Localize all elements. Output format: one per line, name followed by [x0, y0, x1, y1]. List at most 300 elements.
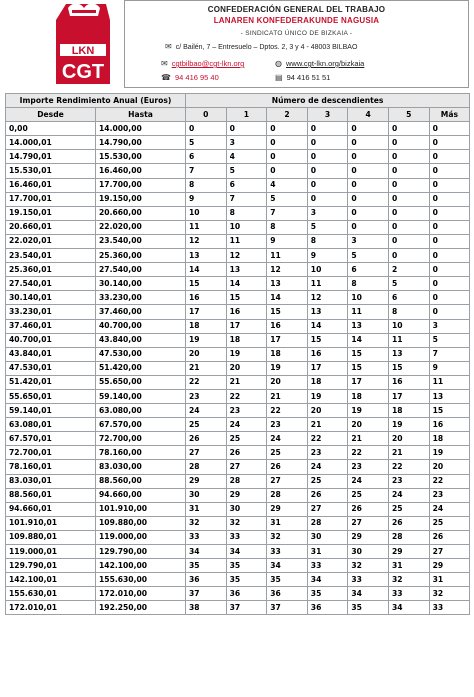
address-line	[165, 42, 357, 51]
table-cell: 142.100,01	[6, 573, 96, 587]
table-cell: 24	[429, 502, 470, 516]
table-body	[6, 122, 470, 615]
table-row	[6, 446, 470, 460]
table-cell: 9	[429, 361, 470, 375]
email-icon: ✉	[161, 59, 168, 68]
table-row	[6, 249, 470, 263]
table-cell: 12	[267, 263, 308, 277]
table-cell: 15.530,00	[96, 150, 186, 164]
table-cell: 4	[267, 178, 308, 192]
table-cell: 33.230,00	[96, 291, 186, 305]
table-row	[6, 375, 470, 389]
table-cell: 6	[348, 263, 389, 277]
table-cell: 37	[226, 601, 267, 615]
table-cell: 24	[388, 488, 429, 502]
table-cell: 27	[307, 502, 348, 516]
table-cell: 0	[267, 122, 308, 136]
table-cell: 47.530,01	[6, 361, 96, 375]
table-cell: 26	[226, 446, 267, 460]
table-cell: 33	[307, 559, 348, 573]
table-cell: 43.840,01	[6, 347, 96, 361]
table-cell: 0	[307, 192, 348, 206]
table-cell: 31	[388, 559, 429, 573]
table-cell: 0	[307, 178, 348, 192]
org-name-basque: LANAREN KONFEDERAKUNDE NAGUSIA	[213, 16, 380, 25]
table-cell: 23	[388, 474, 429, 488]
table-cell: 14	[307, 319, 348, 333]
table-cell: 0	[388, 122, 429, 136]
table-cell: 83.030,00	[96, 460, 186, 474]
table-cell: 4	[226, 150, 267, 164]
table-row	[6, 136, 470, 150]
table-cell: 6	[388, 291, 429, 305]
fax-icon: ▤	[275, 73, 283, 82]
table-cell: 0	[388, 192, 429, 206]
table-cell: 9	[267, 234, 308, 248]
table-cell: 13	[307, 305, 348, 319]
table-cell: 23	[429, 488, 470, 502]
table-cell: 23.540,00	[96, 234, 186, 248]
table-row	[6, 192, 470, 206]
table-cell: 36	[226, 587, 267, 601]
table-row	[6, 333, 470, 347]
col-header-hasta: Hasta	[96, 108, 186, 122]
table-cell: 9	[186, 192, 227, 206]
table-row	[6, 516, 470, 530]
table-cell: 21	[348, 432, 389, 446]
table-cell: 8	[226, 206, 267, 220]
table-cell: 23	[186, 389, 227, 403]
table-cell: 0	[348, 164, 389, 178]
table-cell: 32	[186, 516, 227, 530]
table-cell: 33	[388, 587, 429, 601]
table-cell: 15	[348, 347, 389, 361]
table-cell: 119.000,01	[6, 545, 96, 559]
table-cell: 0	[348, 192, 389, 206]
table-cell: 129.790,00	[96, 545, 186, 559]
table-cell: 13	[348, 319, 389, 333]
table-row	[6, 460, 470, 474]
col-header-2: 2	[267, 108, 308, 122]
table-cell: 35	[267, 573, 308, 587]
table-cell: 7	[429, 347, 470, 361]
table-cell: 30.140,00	[96, 277, 186, 291]
table-cell: 101.910,01	[6, 516, 96, 530]
phone-primary	[161, 73, 219, 82]
table-cell: 14	[226, 277, 267, 291]
table-cell: 0	[388, 234, 429, 248]
table-row	[6, 122, 470, 136]
table-cell: 36	[307, 601, 348, 615]
table-cell: 32	[388, 573, 429, 587]
table-cell: 8	[307, 234, 348, 248]
table-cell: 0	[429, 291, 470, 305]
table-cell: 13	[186, 249, 227, 263]
table-cell: 22.020,01	[6, 234, 96, 248]
table-cell: 20	[186, 347, 227, 361]
table-cell: 30	[226, 502, 267, 516]
table-cell: 2	[388, 263, 429, 277]
table-cell: 15	[267, 305, 308, 319]
table-cell: 23	[267, 418, 308, 432]
table-cell: 29	[388, 545, 429, 559]
table-row	[6, 319, 470, 333]
table-cell: 119.000,00	[96, 530, 186, 544]
table-cell: 0	[348, 178, 389, 192]
table-cell: 17	[186, 305, 227, 319]
table-cell: 24	[267, 432, 308, 446]
table-row	[6, 601, 470, 615]
table-cell: 3	[429, 319, 470, 333]
table-cell: 33	[186, 530, 227, 544]
table-cell: 94.660,00	[96, 488, 186, 502]
table-row	[6, 277, 470, 291]
table-cell: 27.540,01	[6, 277, 96, 291]
table-cell: 192.250,00	[96, 601, 186, 615]
table-cell: 5	[429, 333, 470, 347]
table-cell: 25.360,01	[6, 263, 96, 277]
table-cell: 17.700,01	[6, 192, 96, 206]
table-cell: 0	[388, 150, 429, 164]
table-row	[6, 587, 470, 601]
table-row	[6, 432, 470, 446]
table-cell: 10	[186, 206, 227, 220]
table-cell: 33.230,01	[6, 305, 96, 319]
table-cell: 19	[307, 389, 348, 403]
table-cell: 172.010,00	[96, 587, 186, 601]
table-cell: 32	[267, 530, 308, 544]
table-row	[6, 150, 470, 164]
table-cell: 29	[186, 474, 227, 488]
table-cell: 22	[226, 389, 267, 403]
table-cell: 15	[348, 361, 389, 375]
table-cell: 15	[226, 291, 267, 305]
table-cell: 5	[307, 220, 348, 234]
table-cell: 13	[429, 389, 470, 403]
table-cell: 11	[267, 249, 308, 263]
table-cell: 0	[429, 220, 470, 234]
table-cell: 59.140,00	[96, 389, 186, 403]
table-cell: 13	[226, 263, 267, 277]
table-cell: 33	[267, 545, 308, 559]
table-cell: 72.700,00	[96, 432, 186, 446]
table-cell: 129.790,01	[6, 559, 96, 573]
table-cell: 20.660,01	[6, 220, 96, 234]
website-link[interactable]	[275, 59, 364, 68]
table-row	[6, 545, 470, 559]
table-row	[6, 361, 470, 375]
table-cell: 23	[226, 404, 267, 418]
table-cell: 37	[267, 601, 308, 615]
table-cell: 31	[307, 545, 348, 559]
table-cell: 37.460,01	[6, 319, 96, 333]
table-cell: 16	[226, 305, 267, 319]
table-cell: 43.840,00	[96, 333, 186, 347]
table-cell: 29	[348, 530, 389, 544]
table-row	[6, 206, 470, 220]
table-cell: 25	[388, 502, 429, 516]
table-cell: 27	[226, 460, 267, 474]
table-cell: 5	[186, 136, 227, 150]
table-cell: 19	[429, 446, 470, 460]
table-cell: 14.000,00	[96, 122, 186, 136]
table-cell: 34	[226, 545, 267, 559]
col-header-0: 0	[186, 108, 227, 122]
table-cell: 0	[388, 164, 429, 178]
table-cell: 3	[307, 206, 348, 220]
table-cell: 14.790,01	[6, 150, 96, 164]
fax-text: 94 416 51 51	[286, 73, 331, 82]
table-cell: 14.000,01	[6, 136, 96, 150]
table-cell: 30	[307, 530, 348, 544]
table-cell: 63.080,00	[96, 404, 186, 418]
table-cell: 32	[226, 516, 267, 530]
table-row	[6, 559, 470, 573]
table-cell: 55.650,00	[96, 375, 186, 389]
header-info-box	[124, 0, 469, 88]
table-cell: 101.910,00	[96, 502, 186, 516]
table-cell: 10	[388, 319, 429, 333]
table-cell: 21	[226, 375, 267, 389]
table-cell: 24	[186, 404, 227, 418]
table-cell: 30	[186, 488, 227, 502]
cgt-lkn-logo	[48, 2, 118, 86]
table-cell: 6	[226, 178, 267, 192]
table-cell: 0	[348, 122, 389, 136]
table-cell: 36	[186, 573, 227, 587]
table-cell: 0	[429, 305, 470, 319]
table-cell: 5	[348, 249, 389, 263]
table-cell: 59.140,01	[6, 404, 96, 418]
table-cell: 3	[226, 136, 267, 150]
table-cell: 27	[429, 545, 470, 559]
table-cell: 0	[186, 122, 227, 136]
envelope-icon: ✉	[165, 42, 172, 51]
table-cell: 83.030,01	[6, 474, 96, 488]
table-cell: 0	[348, 150, 389, 164]
table-cell: 18	[388, 404, 429, 418]
table-row	[6, 291, 470, 305]
table-cell: 25	[429, 516, 470, 530]
descendants-group-header: Número de descendientes	[186, 94, 470, 108]
table-cell: 0	[429, 136, 470, 150]
table-cell: 34	[186, 545, 227, 559]
withholding-table	[5, 93, 470, 615]
table-cell: 17	[226, 319, 267, 333]
table-row	[6, 418, 470, 432]
table-cell: 27.540,00	[96, 263, 186, 277]
table-row	[6, 220, 470, 234]
table-cell: 40.700,00	[96, 319, 186, 333]
table-cell: 0	[307, 164, 348, 178]
table-cell: 16.460,01	[6, 178, 96, 192]
table-cell: 142.100,00	[96, 559, 186, 573]
table-cell: 25	[307, 474, 348, 488]
table-cell: 0	[388, 136, 429, 150]
table-row	[6, 164, 470, 178]
table-cell: 22.020,00	[96, 220, 186, 234]
phone-primary-text: 94 416 95 40	[174, 73, 219, 82]
table-cell: 32	[348, 559, 389, 573]
table-cell: 17	[388, 389, 429, 403]
table-cell: 0	[388, 178, 429, 192]
table-row	[6, 178, 470, 192]
table-cell: 19	[186, 333, 227, 347]
col-header-3: 3	[307, 108, 348, 122]
table-cell: 0	[307, 150, 348, 164]
income-group-header: Importe Rendimiento Anual (Euros)	[6, 94, 186, 108]
org-name-spanish: CONFEDERACIÓN GENERAL DEL TRABAJO	[207, 5, 386, 14]
table-cell: 3	[348, 234, 389, 248]
table-cell: 11	[226, 234, 267, 248]
table-cell: 0	[348, 220, 389, 234]
table-cell: 19.150,01	[6, 206, 96, 220]
table-cell: 19	[226, 347, 267, 361]
logo-text-cgt: CGT	[61, 61, 105, 83]
table-cell: 23	[348, 460, 389, 474]
col-header-5: 5	[388, 108, 429, 122]
table-cell: 20.660,00	[96, 206, 186, 220]
table-cell: 0	[429, 192, 470, 206]
email-link[interactable]	[161, 59, 244, 68]
table-cell: 21	[307, 418, 348, 432]
table-cell: 18	[307, 375, 348, 389]
table-cell: 17	[307, 361, 348, 375]
table-cell: 16.460,00	[96, 164, 186, 178]
table-cell: 26	[186, 432, 227, 446]
table-cell: 18	[226, 333, 267, 347]
col-header-desde: Desde	[6, 108, 96, 122]
table-cell: 15	[388, 361, 429, 375]
table-cell: 29	[429, 559, 470, 573]
table-cell: 20	[388, 432, 429, 446]
table-cell: 25.360,00	[96, 249, 186, 263]
table-cell: 27	[348, 516, 389, 530]
table-cell: 37.460,00	[96, 305, 186, 319]
table-cell: 13	[388, 347, 429, 361]
table-cell: 0	[429, 150, 470, 164]
table-cell: 7	[226, 192, 267, 206]
table-cell: 11	[348, 305, 389, 319]
table-cell: 19.150,00	[96, 192, 186, 206]
table-cell: 35	[307, 587, 348, 601]
column-header-row	[6, 108, 470, 122]
logo-text-lkn: LKN	[71, 45, 95, 57]
table-cell: 109.880,00	[96, 516, 186, 530]
table-cell: 0	[429, 122, 470, 136]
table-cell: 19	[267, 361, 308, 375]
table-row	[6, 530, 470, 544]
table-cell: 12	[307, 291, 348, 305]
table-cell: 31	[429, 573, 470, 587]
table-cell: 5	[267, 192, 308, 206]
address-text: c/ Bailén, 7 – Entresuelo – Dptos. 2, 3 y 4 - 48003 BILBAO	[175, 44, 358, 51]
table-cell: 28	[388, 530, 429, 544]
table-cell: 36	[267, 587, 308, 601]
table-cell: 8	[186, 178, 227, 192]
col-header-mas: Más	[429, 108, 470, 122]
table-cell: 15	[186, 277, 227, 291]
phone-icon: ☎	[161, 73, 171, 82]
table-cell: 20	[429, 460, 470, 474]
table-cell: 26	[348, 502, 389, 516]
table-cell: 28	[226, 474, 267, 488]
table-cell: 8	[267, 220, 308, 234]
table-cell: 29	[267, 502, 308, 516]
table-cell: 28	[307, 516, 348, 530]
table-cell: 0	[307, 122, 348, 136]
website-text: www.cgt-lkn.org/bizkaia	[285, 59, 365, 68]
table-cell: 18	[348, 389, 389, 403]
table-row	[6, 488, 470, 502]
table-row	[6, 474, 470, 488]
table-cell: 20	[307, 404, 348, 418]
table-cell: 94.660,01	[6, 502, 96, 516]
table-cell: 0	[388, 220, 429, 234]
table-cell: 16	[307, 347, 348, 361]
table-cell: 0	[226, 122, 267, 136]
table-cell: 55.650,01	[6, 389, 96, 403]
table-cell: 28	[186, 460, 227, 474]
table-cell: 26	[429, 530, 470, 544]
table-cell: 13	[267, 277, 308, 291]
table-cell: 16	[388, 375, 429, 389]
table-cell: 16	[267, 319, 308, 333]
table-cell: 0	[348, 206, 389, 220]
table-cell: 18	[267, 347, 308, 361]
table-cell: 78.160,00	[96, 446, 186, 460]
table-cell: 78.160,01	[6, 460, 96, 474]
table-row	[6, 234, 470, 248]
table-cell: 11	[388, 333, 429, 347]
table-cell: 5	[388, 277, 429, 291]
table-cell: 47.530,00	[96, 347, 186, 361]
table-cell: 7	[267, 206, 308, 220]
table-cell: 15	[429, 404, 470, 418]
group-header-row	[6, 94, 470, 108]
table-cell: 0	[388, 249, 429, 263]
table-cell: 10	[226, 220, 267, 234]
table-cell: 0	[348, 136, 389, 150]
table-cell: 31	[267, 516, 308, 530]
table-cell: 16	[429, 418, 470, 432]
table-cell: 0	[429, 249, 470, 263]
table-cell: 28	[267, 488, 308, 502]
table-cell: 34	[307, 573, 348, 587]
table-cell: 23.540,01	[6, 249, 96, 263]
table-cell: 35	[226, 559, 267, 573]
table-row	[6, 573, 470, 587]
table-cell: 88.560,01	[6, 488, 96, 502]
table-cell: 17	[348, 375, 389, 389]
table-cell: 31	[186, 502, 227, 516]
table-cell: 34	[348, 587, 389, 601]
table-cell: 22	[307, 432, 348, 446]
table-cell: 25	[267, 446, 308, 460]
table-cell: 0	[429, 234, 470, 248]
table-cell: 24	[226, 418, 267, 432]
table-cell: 5	[226, 164, 267, 178]
table-cell: 21	[186, 361, 227, 375]
table-cell: 27	[267, 474, 308, 488]
table-row	[6, 389, 470, 403]
email-text: cgtbilbao@cgt-lkn.org	[171, 59, 245, 68]
table-cell: 11	[307, 277, 348, 291]
table-cell: 172.010,01	[6, 601, 96, 615]
table-cell: 155.630,00	[96, 573, 186, 587]
table-cell: 16	[186, 291, 227, 305]
table-cell: 33	[348, 573, 389, 587]
